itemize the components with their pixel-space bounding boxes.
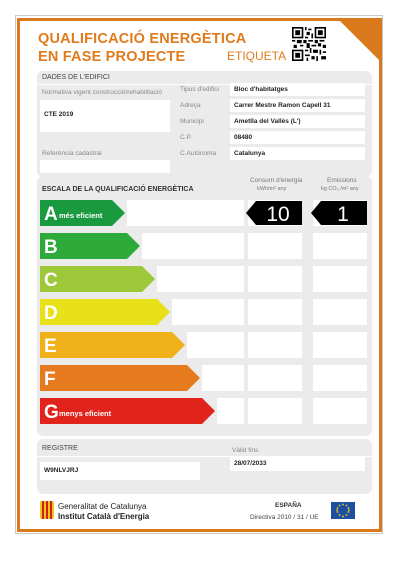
consumption-cell	[248, 332, 302, 358]
regulation-value: CTE 2019	[40, 100, 170, 132]
class-row-fill	[142, 233, 244, 259]
consumption-unit: kWh/m² any	[257, 186, 287, 192]
qr-code-icon	[292, 27, 326, 61]
energy-class-letter: C	[44, 270, 58, 291]
energy-class-text: menys eficient	[59, 409, 112, 418]
field-value-building-type: Bloc d'habitatges	[230, 83, 365, 96]
register-panel	[37, 439, 372, 494]
energy-class-d	[40, 299, 171, 325]
energy-class-letter: D	[44, 303, 58, 324]
org-line-1: Generalitat de Catalunya	[58, 502, 147, 511]
cadastral-label: Referència cadastral	[42, 150, 102, 157]
field-value-municipality: Ametlla del Vallès (L')	[230, 115, 365, 128]
class-row-fill	[217, 398, 244, 424]
consumption-cell	[248, 233, 302, 259]
country: ESPAÑA	[275, 502, 302, 509]
consumption-cell	[248, 398, 302, 424]
energy-class-letter: B	[44, 237, 58, 258]
field-value-address: Carrer Mestre Ramon Capell 31	[230, 99, 365, 112]
emissions-value-text: 1	[337, 203, 349, 225]
field-value-region: Catalunya	[230, 147, 365, 160]
emissions-unit: kg CO₂ /m² any	[321, 186, 359, 192]
field-label-building-type: Tipus d'edifici	[180, 86, 219, 93]
energy-class-letter: E	[44, 336, 57, 357]
field-label-postal-code: C.P.	[180, 134, 192, 141]
energy-class-g	[40, 398, 216, 424]
emissions-cell	[313, 233, 367, 259]
energy-scale-panel	[37, 176, 372, 436]
emissions-cell	[313, 365, 367, 391]
consumption-cell	[248, 365, 302, 391]
class-row-fill	[157, 266, 244, 292]
label-tag: ETIQUETA	[227, 49, 287, 63]
directive: Directiva 2010 / 31 / UE	[250, 514, 319, 521]
building-data-title: DADES DE L'EDIFICI	[42, 74, 110, 81]
title-line-2: EN FASE PROJECTE	[38, 49, 186, 65]
regulation-label: Normativa vigent construcció/rehabilitació	[42, 89, 162, 96]
field-label-address: Adreça	[180, 102, 201, 109]
emissions-cell	[313, 299, 367, 325]
valid-until-value: 28/07/2033	[230, 457, 365, 471]
energy-label-sheet	[17, 18, 382, 532]
field-label-region: C.Autònoma	[180, 150, 217, 157]
energy-class-letter: G	[44, 402, 59, 423]
energy-class-text: més eficient	[59, 211, 103, 220]
consumption-cell	[248, 266, 302, 292]
class-row-fill	[187, 332, 244, 358]
register-code: W9NLVJRJ	[40, 462, 200, 480]
field-label-municipality: Municipi	[180, 118, 204, 125]
cadastral-value	[40, 160, 170, 173]
energy-class-arrow	[40, 299, 170, 325]
emissions-cell	[313, 398, 367, 424]
energy-class-arrow	[40, 332, 185, 358]
title-line-1: QUALIFICACIÓ ENERGÈTICA	[38, 31, 247, 47]
energy-class-c	[40, 266, 156, 292]
consumption-cell	[248, 299, 302, 325]
class-row-fill	[127, 200, 244, 226]
emissions-cell	[313, 332, 367, 358]
scale-title: ESCALA DE LA QUALIFICACIÓ ENERGÈTICA	[42, 186, 194, 193]
energy-class-e	[40, 332, 186, 358]
emissions-cell	[313, 266, 367, 292]
class-row-fill	[172, 299, 244, 325]
consumption-header: Consum d'energia	[250, 177, 303, 184]
org-line-2: Institut Català d'Energia	[58, 512, 150, 521]
building-data-panel	[37, 71, 372, 177]
consumption-value	[246, 201, 302, 225]
energy-class-letter: A	[44, 204, 58, 225]
class-row-fill	[202, 365, 244, 391]
energy-class-b	[40, 233, 141, 259]
energy-class-arrow	[40, 365, 200, 391]
energy-class-letter: F	[44, 369, 56, 390]
corner-triangle	[337, 18, 382, 63]
field-value-postal-code: 08480	[230, 131, 365, 144]
emissions-header: Emissions	[327, 177, 357, 184]
register-title: REGISTRE	[42, 445, 78, 452]
eu-flag-icon	[331, 502, 355, 519]
energy-class-a	[40, 200, 126, 226]
consumption-value-text: 10	[266, 203, 290, 225]
energy-class-f	[40, 365, 201, 391]
generalitat-logo-icon	[40, 501, 54, 519]
valid-until-label: Vàlid fins	[232, 447, 259, 454]
emissions-value	[311, 201, 367, 225]
